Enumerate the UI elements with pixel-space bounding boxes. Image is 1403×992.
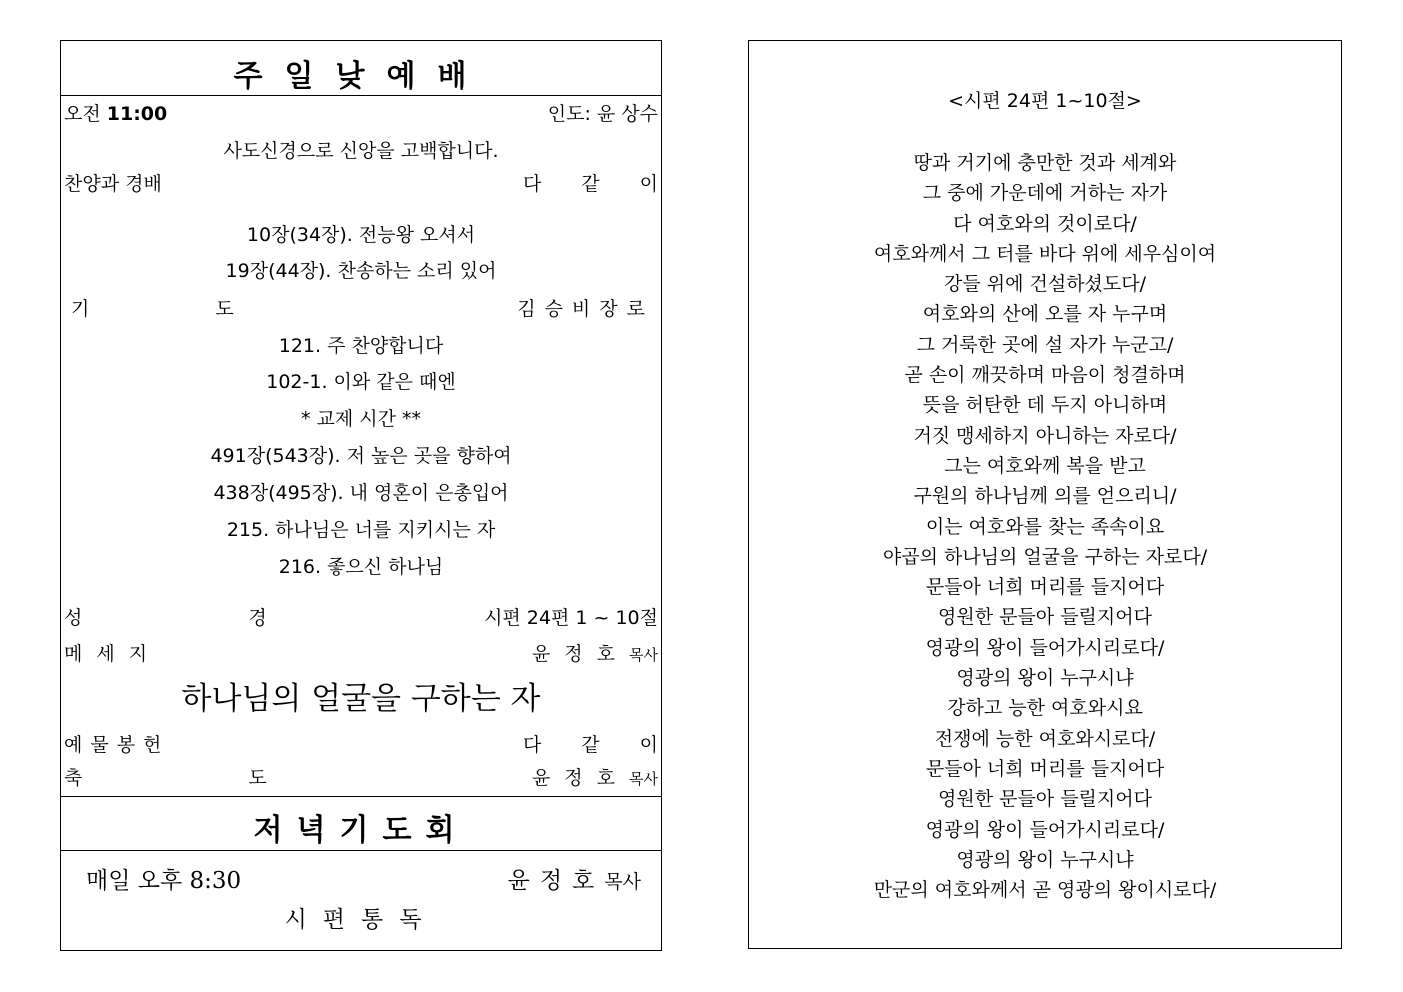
song-3: 491장(543장). 저 높은 곳을 향하여 xyxy=(210,445,512,467)
offering-row xyxy=(64,733,698,757)
verse-line: 그는 여호와께 복을 받고 xyxy=(944,454,1146,477)
evening-leader-title: 목사 xyxy=(604,871,641,893)
message-row xyxy=(64,642,658,666)
song-1: 121. 주 찬양합니다 xyxy=(278,335,444,357)
song-6: 216. 좋으신 하나님 xyxy=(278,556,444,578)
benediction-row xyxy=(64,766,658,790)
verse-line: 영원한 문들아 들릴지어다 xyxy=(938,788,1152,811)
praise-row xyxy=(64,172,698,196)
benediction-name: 윤정호 xyxy=(531,767,630,789)
prayer-label: 기 도 xyxy=(71,298,294,320)
verse-line: 영광의 왕이 들어가시리로다/ xyxy=(925,636,1165,659)
verse-line: 영광의 왕이 누구시냐 xyxy=(956,667,1134,690)
service-leader: 인도: 윤 상수 xyxy=(547,103,658,125)
praise-together: 다같이 xyxy=(522,173,698,195)
sermon-title: 하나님의 얼굴을 구하는 자 xyxy=(181,681,541,717)
offering-label: 예물봉헌 xyxy=(64,734,170,756)
praise-song-1: 10장(34장). 전능왕 오셔서 xyxy=(246,224,476,246)
scripture-ref: 시편 24편 1 ~ 10절 xyxy=(484,607,658,629)
service-time-row xyxy=(64,102,658,126)
song-5: 215. 하나님은 너를 지키시는 자 xyxy=(226,519,496,541)
prayer-row xyxy=(71,297,654,321)
preacher-name: 윤정호 xyxy=(531,643,630,665)
verse-line: 영원한 문들아 들릴지어다 xyxy=(938,606,1152,629)
verse-line: 그 중에 가운데에 거하는 자가 xyxy=(922,182,1168,205)
song-4: 438장(495장). 내 영혼이 은총입어 xyxy=(213,482,509,504)
verse-line: 다 여호와의 것이로다/ xyxy=(953,212,1137,235)
praise-label: 찬양과 경배 xyxy=(64,173,162,195)
verse-line: 영광의 왕이 누구시냐 xyxy=(956,848,1134,871)
reading-title: <시편 24편 1~10절> xyxy=(948,90,1142,112)
verse-line: 여호와께서 그 터를 바다 위에 세우심이여 xyxy=(873,242,1217,265)
message-label: 메세지 xyxy=(64,643,162,665)
verse-line: 야곱의 하나님의 얼굴을 구하는 자로다/ xyxy=(882,545,1208,568)
scripture-text xyxy=(749,89,1341,905)
verse-line: 문들아 너희 머리를 들지어다 xyxy=(925,576,1165,599)
benediction-title: 목사 xyxy=(629,770,658,788)
verse-line: 만군의 여호와께서 곧 영광의 왕이시로다/ xyxy=(873,879,1217,902)
verse-line: 영광의 왕이 들어가시리로다/ xyxy=(925,818,1165,841)
verse-line: 강하고 능한 여호와시요 xyxy=(947,697,1143,720)
praise-song-2: 19장(44장). 찬송하는 소리 있어 xyxy=(225,260,497,282)
verse-line: 땅과 거기에 충만한 것과 세계와 xyxy=(913,152,1177,174)
verse-line: 여호와의 산에 오를 자 누구며 xyxy=(922,303,1168,326)
evening-activity: 시편통독 xyxy=(284,907,438,933)
song-2: 102-1. 이와 같은 때엔 xyxy=(266,371,456,393)
creed-line: 사도신경으로 신앙을 고백합니다. xyxy=(223,140,499,162)
verse-line: 강들 위에 건설하셨도다/ xyxy=(943,273,1147,296)
evening-title: 저녁기도회 xyxy=(253,813,469,848)
divider xyxy=(61,796,661,797)
divider xyxy=(61,850,661,851)
verse-line: 이는 여호와를 찾는 족속이요 xyxy=(925,515,1165,538)
preacher-title: 목사 xyxy=(629,646,658,664)
evening-time-row xyxy=(86,867,641,895)
verse-line: 문들아 너희 머리를 들지어다 xyxy=(925,757,1165,780)
worship-order-panel xyxy=(60,40,698,951)
verse-line: 뜻을 허탄한 데 두지 아니하며 xyxy=(922,394,1168,417)
fellowship-time: * 교제 시간 ** xyxy=(300,408,422,430)
scripture-label: 성 경 xyxy=(64,607,347,629)
offering-together: 다같이 xyxy=(522,734,698,756)
verse-line: 구원의 하나님께 의를 얻으리니/ xyxy=(913,485,1177,508)
prayer-leader: 김승비장로 xyxy=(517,298,654,320)
scripture-row xyxy=(64,606,658,630)
evening-time: 매일 오후 8:30 xyxy=(86,868,242,894)
service-title: 주일낮예배 xyxy=(233,59,489,94)
service-time: 11:00 xyxy=(106,103,168,125)
verse-line: 곧 손이 깨끗하며 마음이 청결하며 xyxy=(904,364,1186,387)
evening-leader: 윤정호 xyxy=(507,868,605,894)
verse-line: 거짓 맹세하지 아니하는 자로다/ xyxy=(913,424,1177,447)
divider xyxy=(61,95,661,96)
verse-line: 그 거룩한 곳에 설 자가 누군고/ xyxy=(916,333,1174,356)
verse-line: 전쟁에 능한 여호와시로다/ xyxy=(934,727,1156,750)
time-label: 오전 xyxy=(64,103,101,125)
scripture-reading-panel xyxy=(748,40,1342,949)
verse-list xyxy=(749,148,1341,905)
benediction-label: 축 도 xyxy=(64,767,347,789)
